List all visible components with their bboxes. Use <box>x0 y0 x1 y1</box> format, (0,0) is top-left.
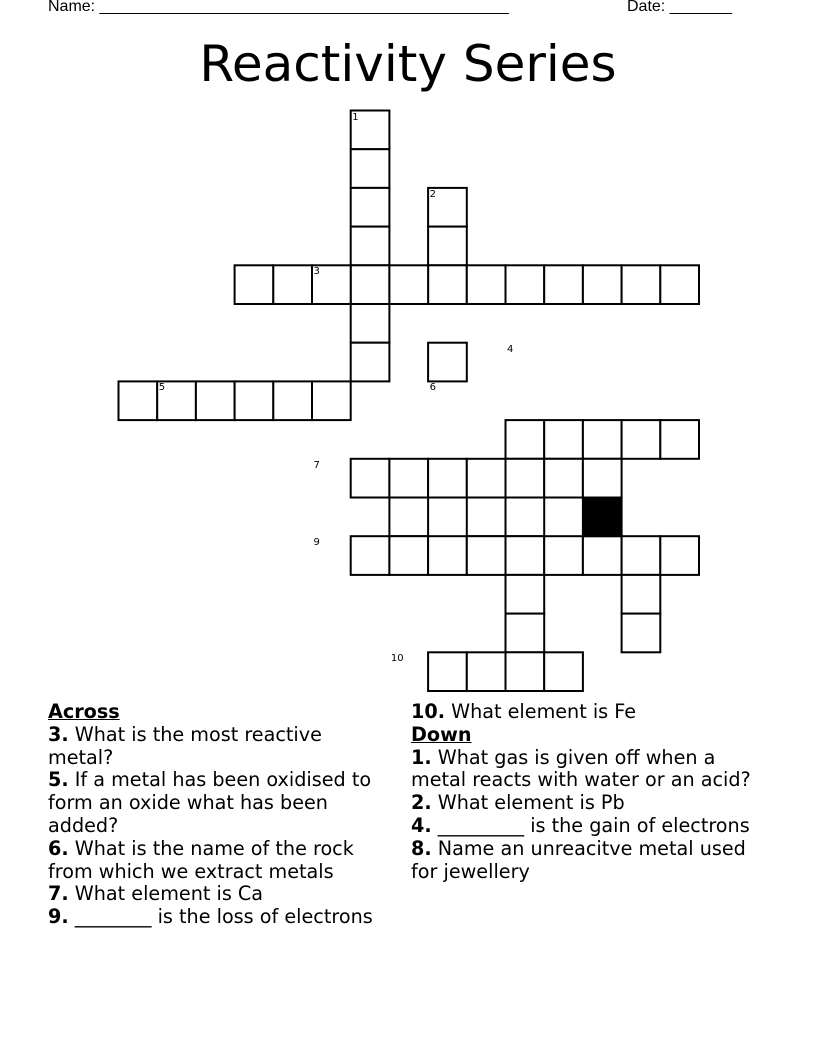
answer-cell[interactable] <box>428 265 467 304</box>
answer-cell[interactable] <box>467 498 506 537</box>
clue-text: What gas is given off when a metal reacts with water or an acid? <box>411 745 751 792</box>
clue-number: 3. <box>48 722 69 746</box>
answer-cell[interactable] <box>351 343 390 382</box>
answer-cell[interactable] <box>467 536 506 575</box>
answer-cell[interactable] <box>235 265 274 304</box>
answer-cell[interactable] <box>583 536 622 575</box>
clue-down-2 <box>411 792 751 815</box>
clue-text: What element is Pb <box>437 791 625 815</box>
answer-cell[interactable] <box>622 265 661 304</box>
page-title: Reactivity Series <box>199 35 617 93</box>
clue-number: 9. <box>48 905 69 929</box>
clue-down-1 <box>411 747 751 793</box>
clue-number: 1. <box>411 745 432 769</box>
answer-cell[interactable] <box>583 459 622 498</box>
down-heading: Down <box>411 722 472 746</box>
clue-across-6 <box>48 838 388 884</box>
clue-across-5 <box>48 769 388 837</box>
answer-cell[interactable] <box>351 265 390 304</box>
answer-cell[interactable] <box>506 652 545 691</box>
clues-right-column <box>411 701 751 883</box>
answer-cell[interactable] <box>351 459 390 498</box>
answer-cell[interactable] <box>660 420 699 459</box>
answer-cell[interactable] <box>389 265 428 304</box>
cell-clue-number: 1 <box>352 111 359 123</box>
clue-number: 2. <box>411 791 432 815</box>
across-heading: Across <box>48 700 120 723</box>
clue-number: 4. <box>411 813 432 837</box>
clue-text: What is the most reactive metal? <box>48 722 322 769</box>
clue-number: 7. <box>48 882 69 906</box>
answer-cell[interactable] <box>119 381 158 420</box>
answer-cell[interactable] <box>544 420 583 459</box>
cell-clue-number: 10 <box>390 653 404 665</box>
answer-cell[interactable] <box>389 536 428 575</box>
clue-number: 6. <box>48 836 69 860</box>
answer-cell[interactable] <box>544 536 583 575</box>
clue-text: What element is Fe <box>451 700 637 723</box>
clue-down-8 <box>411 838 751 884</box>
answer-cell[interactable] <box>467 265 506 304</box>
answer-cell[interactable] <box>506 265 545 304</box>
answer-cell[interactable] <box>506 498 545 537</box>
answer-cell[interactable] <box>622 420 661 459</box>
clue-number: 10. <box>411 700 445 723</box>
answer-cell[interactable] <box>351 149 390 188</box>
answer-cell[interactable] <box>622 536 661 575</box>
answer-cell[interactable] <box>351 304 390 343</box>
down-clue-list <box>411 747 751 884</box>
answer-cell[interactable] <box>506 536 545 575</box>
answer-cell[interactable] <box>467 652 506 691</box>
cell-clue-number: 7 <box>313 459 320 471</box>
across-clue-list <box>48 724 388 929</box>
cell-clue-number: 3 <box>313 266 320 278</box>
answer-cell[interactable] <box>428 227 467 266</box>
answer-cell[interactable] <box>544 652 583 691</box>
answer-cell[interactable] <box>389 498 428 537</box>
answer-cell[interactable] <box>273 265 312 304</box>
clue-number: 8. <box>411 836 432 860</box>
cell-clue-number: 6 <box>429 382 436 394</box>
clue-text: _________ is the gain of electrons <box>437 813 750 837</box>
clues-left-column <box>48 701 388 929</box>
clue-across-9 <box>48 906 388 929</box>
clue-text: What is the name of the rock from which we extract metals <box>48 836 354 883</box>
answer-cell[interactable] <box>428 652 467 691</box>
cell-clue-number: 8 <box>584 498 591 510</box>
answer-cell[interactable] <box>506 614 545 653</box>
clue-down-4 <box>411 815 751 838</box>
clue-across-10 <box>411 701 751 724</box>
answer-cell[interactable] <box>235 381 274 420</box>
answer-cell[interactable] <box>583 420 622 459</box>
answer-cell[interactable] <box>622 575 661 614</box>
answer-cell[interactable] <box>351 536 390 575</box>
answer-cell[interactable] <box>506 575 545 614</box>
date-field-label: Date: _______ <box>627 0 732 15</box>
cell-clue-number: 2 <box>429 188 436 200</box>
clue-text: ________ is the loss of electrons <box>74 905 373 929</box>
answer-cell[interactable] <box>506 459 545 498</box>
clue-text: What element is Ca <box>74 882 264 906</box>
answer-cell[interactable] <box>428 536 467 575</box>
answer-cell[interactable] <box>506 420 545 459</box>
cell-clue-number: 9 <box>313 537 320 549</box>
answer-cell[interactable] <box>544 265 583 304</box>
answer-cell[interactable] <box>196 381 235 420</box>
answer-cell[interactable] <box>428 459 467 498</box>
answer-cell[interactable] <box>351 227 390 266</box>
answer-cell[interactable] <box>273 381 312 420</box>
answer-cell[interactable] <box>428 343 467 382</box>
answer-cell[interactable] <box>622 614 661 653</box>
clue-across-3 <box>48 724 388 770</box>
cell-clue-number: 4 <box>507 343 514 355</box>
answer-cell[interactable] <box>583 265 622 304</box>
cell-clue-number: 5 <box>158 382 166 394</box>
name-field-label: Name: ______________________________________________ <box>48 0 509 15</box>
answer-cell[interactable] <box>389 459 428 498</box>
clue-number: 5. <box>48 768 69 792</box>
answer-cell[interactable] <box>351 188 390 227</box>
clue-text: Name an unreacitve metal used for jewellery <box>411 836 746 883</box>
answer-cell[interactable] <box>467 459 506 498</box>
answer-cell[interactable] <box>544 459 583 498</box>
clue-across-7 <box>48 883 388 906</box>
answer-cell[interactable] <box>660 536 699 575</box>
clue-text: If a metal has been oxidised to form an oxide what has been added? <box>48 768 372 837</box>
answer-cell[interactable] <box>660 265 699 304</box>
answer-cell[interactable] <box>312 381 351 420</box>
